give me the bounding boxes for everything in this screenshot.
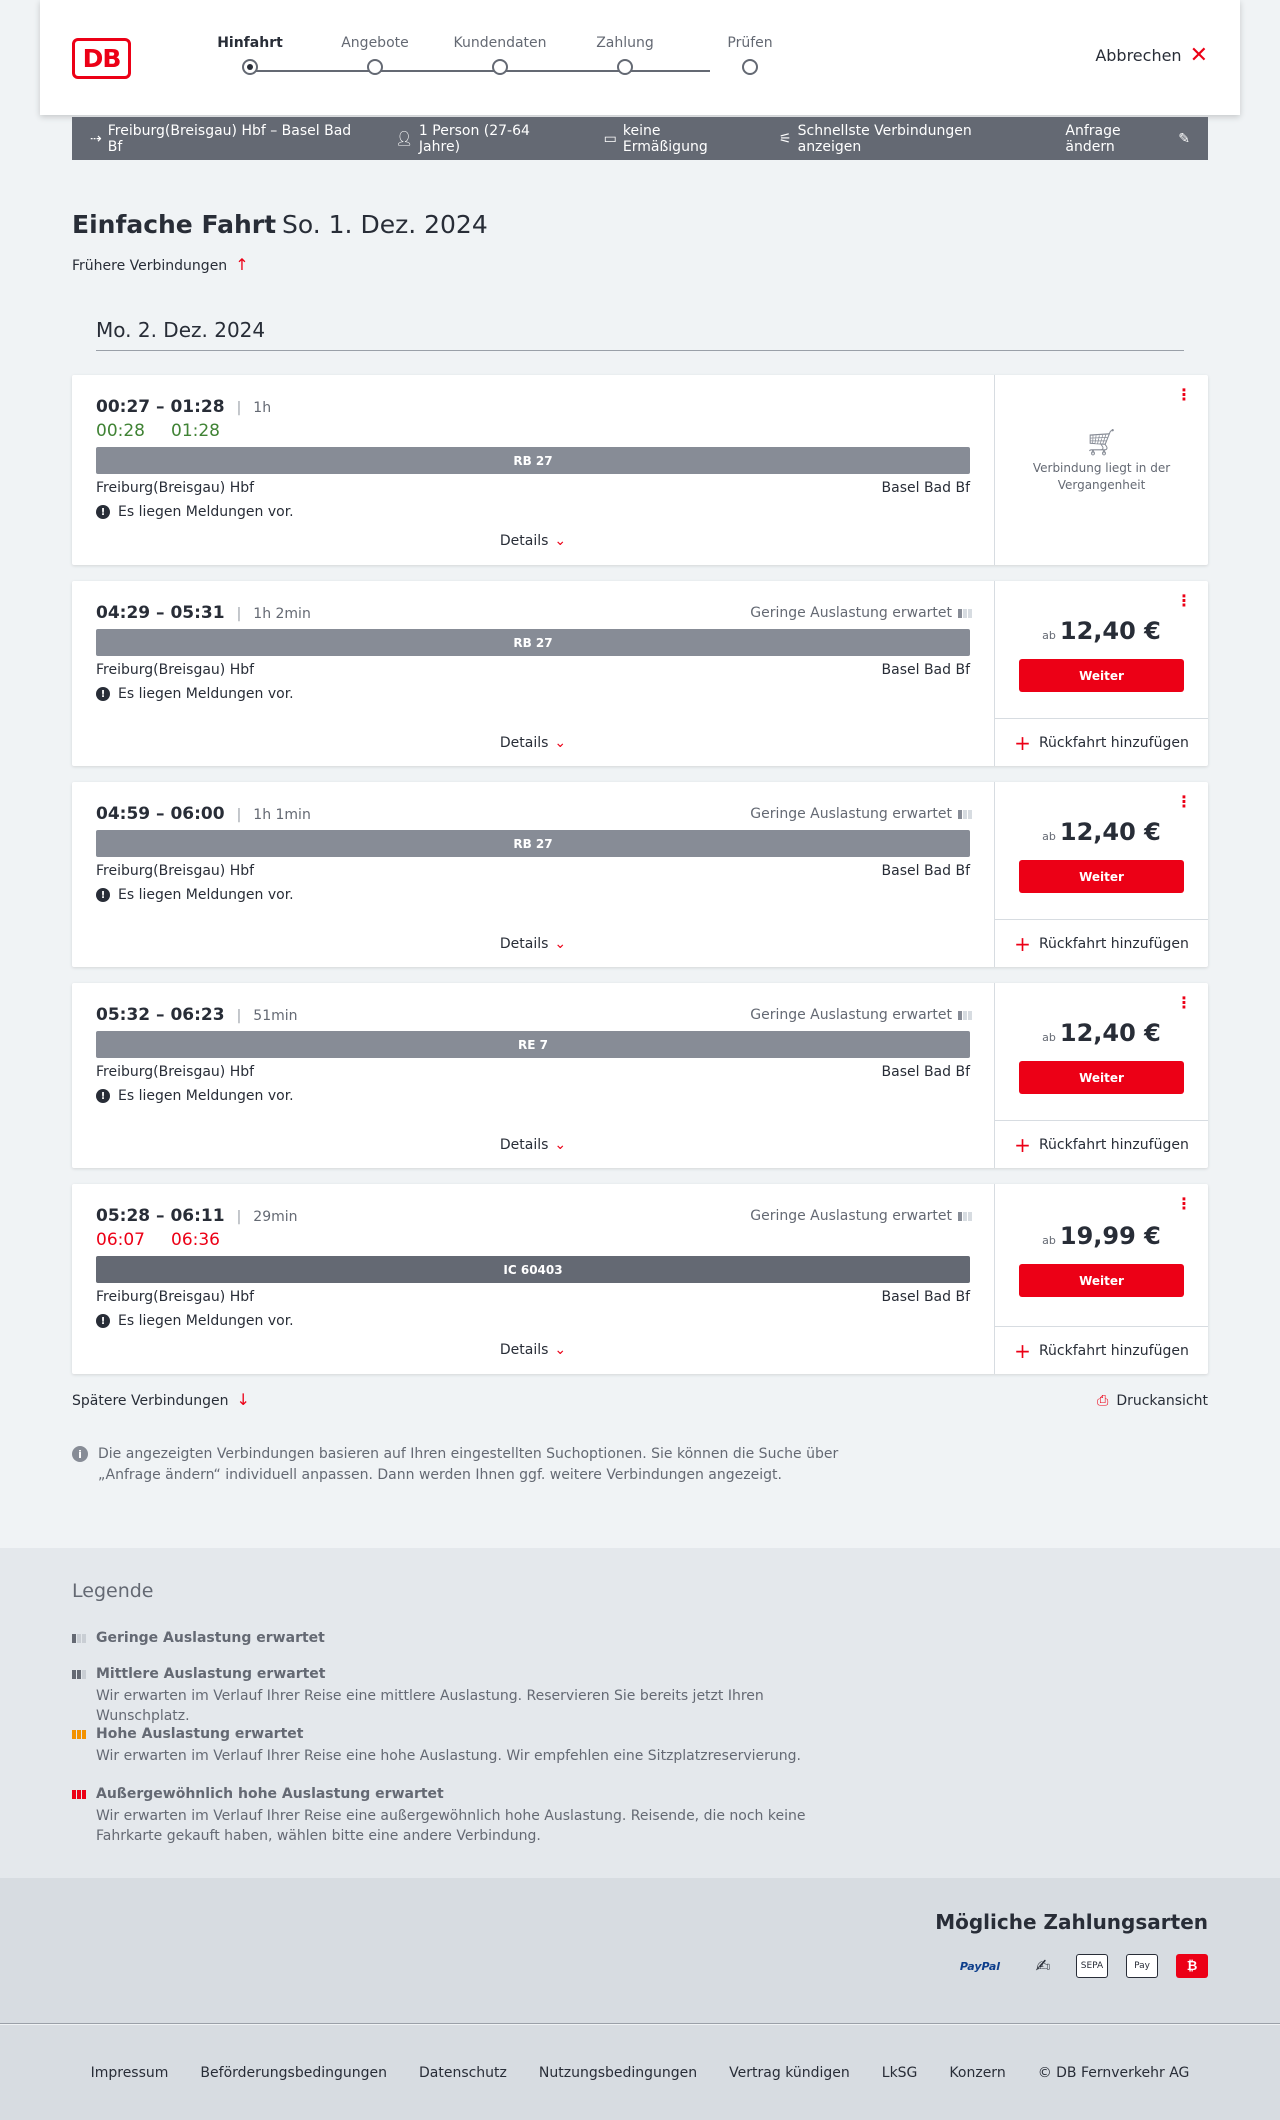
step-pruefen[interactable]: Prüfen bbox=[700, 35, 800, 75]
message-notice: ! Es liegen Meldungen vor. bbox=[96, 1313, 294, 1329]
continue-button[interactable]: Weiter bbox=[1019, 1061, 1184, 1094]
more-options-icon[interactable]: ⋮ bbox=[1176, 385, 1192, 404]
cart-disabled-icon: 🛒︎ bbox=[1084, 428, 1118, 458]
price: ab 12,40 € bbox=[1042, 1019, 1161, 1047]
realtime-times: 00:28 01:28 bbox=[96, 421, 220, 441]
connection-duration: 29min bbox=[253, 1209, 298, 1225]
earlier-connections-link[interactable]: Frühere Verbindungen ↑ bbox=[72, 255, 249, 274]
legend-section bbox=[0, 1548, 1280, 1878]
stations: Freiburg(Breisgau) Hbf Basel Bad Bf bbox=[96, 863, 970, 879]
chevron-down-icon: ⌄ bbox=[554, 936, 567, 952]
details-toggle[interactable]: Details ⌄ bbox=[499, 1137, 567, 1153]
search-info: i Die angezeigten Verbindungen basieren auf Ihren eingestellten Suchoptionen. Sie können die Suche über „Anfrage ändern“ individuell anpassen. Dann werden Ihnen ggf. weitere Verbindungen angezeigt. bbox=[72, 1444, 852, 1486]
load-low-icon bbox=[958, 1011, 972, 1020]
more-options-icon[interactable]: ⋮ bbox=[1176, 1194, 1192, 1213]
sepa-logo: SEPA bbox=[1076, 1954, 1108, 1978]
paypal-logo: PayPal bbox=[959, 1959, 1001, 1973]
legend-item: Mittlere Auslastung erwartet Wir erwarten im Verlauf Ihrer Reise eine mittlere Auslastung. Reservieren Sie bereits jetzt Ihren Wunschplatz. bbox=[72, 1666, 832, 1726]
progress-steps bbox=[210, 35, 773, 85]
credit-card-icon: ✍︎ bbox=[1035, 1955, 1051, 1977]
page-title: Einfache Fahrt So. 1. Dez. 2024 bbox=[72, 210, 488, 239]
price: ab 12,40 € bbox=[1042, 818, 1161, 846]
pencil-icon: ✎ bbox=[1178, 130, 1190, 147]
info-icon: i bbox=[72, 1446, 88, 1462]
load-indicator: Geringe Auslastung erwartet bbox=[750, 605, 972, 621]
connection-times: 04:59 – 06:00 bbox=[96, 804, 225, 824]
load-medium-icon bbox=[72, 1670, 88, 1679]
passenger-summary[interactable]: 👤︎ 1 Person (27-64 Jahre) bbox=[395, 122, 530, 155]
printer-icon: ⎙ bbox=[1097, 1393, 1109, 1409]
footer-link-konzern[interactable]: Konzern bbox=[949, 2065, 1006, 2081]
step-zahlung[interactable]: Zahlung bbox=[575, 35, 675, 75]
header bbox=[40, 0, 1240, 115]
chevron-down-icon: ⌄ bbox=[554, 735, 567, 751]
connection-duration: 51min bbox=[253, 1008, 298, 1024]
connection-card[interactable]: 05:32 – 06:23 | 51min Geringe Auslastung erwartet RE 7 Freiburg(Breisgau) Hbf Basel Bad Bf ! Es liegen Meldungen vor. Details ⌄ ⋮ ab 12,40 € Weiter + Rückfahrt hinzufügen bbox=[72, 983, 1208, 1168]
continue-button[interactable]: Weiter bbox=[1019, 1264, 1184, 1297]
add-return-button[interactable]: + Rückfahrt hinzufügen bbox=[995, 1326, 1208, 1374]
connection-duration: 1h 2min bbox=[253, 606, 311, 622]
footer-link-datenschutz[interactable]: Datenschutz bbox=[418, 2065, 507, 2081]
train-bar[interactable]: RE 7 bbox=[96, 1031, 970, 1058]
details-toggle[interactable]: Details ⌄ bbox=[499, 1342, 567, 1358]
message-notice: ! Es liegen Meldungen vor. bbox=[96, 887, 294, 903]
stations: Freiburg(Breisgau) Hbf Basel Bad Bf bbox=[96, 1064, 970, 1080]
connection-duration: 1h bbox=[253, 400, 272, 416]
connection-times: 05:32 – 06:23 bbox=[96, 1005, 225, 1025]
alert-icon: ! bbox=[96, 888, 110, 902]
connection-card[interactable]: 04:29 – 05:31 | 1h 2min Geringe Auslastung erwartet RB 27 Freiburg(Breisgau) Hbf Basel Bad Bf ! Es liegen Meldungen vor. Details ⌄ ⋮ ab 12,40 € Weiter + Rückfahrt hinzufügen bbox=[72, 581, 1208, 766]
add-return-button[interactable]: + Rückfahrt hinzufügen bbox=[995, 718, 1208, 766]
stations: Freiburg(Breisgau) Hbf Basel Bad Bf bbox=[96, 662, 970, 678]
footer-link-vertrag-kuendigen[interactable]: Vertrag kündigen bbox=[729, 2065, 850, 2081]
footer-link-nutzungsbedingungen[interactable]: Nutzungsbedingungen bbox=[538, 2065, 698, 2081]
realtime-times: 06:07 06:36 bbox=[96, 1230, 220, 1250]
chevron-down-icon: ⌄ bbox=[554, 1342, 567, 1358]
chevron-down-icon: ⌄ bbox=[554, 1137, 567, 1153]
footer-link-befoerderungsbedingungen[interactable]: Beförderungsbedingungen bbox=[200, 2065, 387, 2081]
connection-card[interactable]: 05:28 – 06:11 | 29min 06:07 06:36 Geringe Auslastung erwartet IC 60403 Freiburg(Breisgau) Hbf Basel Bad Bf ! Es liegen Meldungen vor. Details ⌄ ⋮ ab 19,99 € Weiter + Rückfahrt hinzufügen bbox=[72, 1184, 1208, 1374]
search-summary-bar bbox=[72, 117, 1208, 160]
message-notice: ! Es liegen Meldungen vor. bbox=[96, 686, 294, 702]
connection-times: 05:28 – 06:11 bbox=[96, 1206, 225, 1226]
more-options-icon[interactable]: ⋮ bbox=[1176, 591, 1192, 610]
alert-icon: ! bbox=[96, 687, 110, 701]
past-notice: 🛒︎ Verbindung liegt in der Vergangenheit bbox=[995, 435, 1208, 494]
load-extreme-icon bbox=[72, 1790, 88, 1799]
arrow-down-icon: ↓ bbox=[236, 1390, 250, 1409]
alert-icon: ! bbox=[96, 505, 110, 519]
add-return-button[interactable]: + Rückfahrt hinzufügen bbox=[995, 919, 1208, 967]
load-indicator: Geringe Auslastung erwartet bbox=[750, 1007, 972, 1023]
load-indicator: Geringe Auslastung erwartet bbox=[750, 1208, 972, 1224]
footer bbox=[0, 2025, 1280, 2120]
step-hinfahrt[interactable]: Hinfahrt bbox=[200, 35, 300, 75]
price: ab 19,99 € bbox=[1042, 1222, 1161, 1250]
option-summary[interactable]: ⚟ Schnellste Verbindungen anzeigen bbox=[779, 122, 972, 155]
route-summary[interactable]: ⇢ Freiburg(Breisgau) Hbf – Basel Bad Bf bbox=[90, 122, 352, 155]
step-dot bbox=[742, 59, 758, 75]
plus-icon: + bbox=[1014, 1338, 1031, 1363]
train-bar[interactable]: RB 27 bbox=[96, 447, 970, 474]
stations: Freiburg(Breisgau) Hbf Basel Bad Bf bbox=[96, 480, 970, 496]
close-icon: ✕ bbox=[1189, 42, 1208, 68]
continue-button[interactable]: Weiter bbox=[1019, 860, 1184, 893]
more-options-icon[interactable]: ⋮ bbox=[1176, 993, 1192, 1012]
arrow-up-icon: ↑ bbox=[235, 255, 249, 274]
connection-main: 00:27 – 01:28 | 1h 00:28 01:28 RB 27 Freiburg(Breisgau) Hbf Basel Bad Bf ! Es liegen Meldungen vor. Details ⌄ bbox=[72, 375, 994, 565]
step-dot bbox=[367, 59, 383, 75]
load-low-icon bbox=[958, 810, 972, 819]
train-bar[interactable]: RB 27 bbox=[96, 830, 970, 857]
footer-copyright: © DB Fernverkehr AG bbox=[1037, 2065, 1190, 2081]
payment-title: Mögliche Zahlungsarten bbox=[935, 1910, 1208, 1934]
step-dot bbox=[492, 59, 508, 75]
footer-link-lksg[interactable]: LkSG bbox=[881, 2065, 918, 2081]
connection-times: 04:29 – 05:31 bbox=[96, 603, 225, 623]
db-card-icon: ₿ bbox=[1176, 1954, 1208, 1978]
load-high-icon bbox=[72, 1730, 88, 1739]
continue-button[interactable]: Weiter bbox=[1019, 659, 1184, 692]
plus-icon: + bbox=[1014, 931, 1031, 956]
connection-card[interactable] bbox=[72, 375, 1208, 565]
connection-card[interactable]: 04:59 – 06:00 | 1h 1min Geringe Auslastung erwartet RB 27 Freiburg(Breisgau) Hbf Basel Bad Bf ! Es liegen Meldungen vor. Details ⌄ ⋮ ab 12,40 € Weiter + Rückfahrt hinzufügen bbox=[72, 782, 1208, 967]
step-kundendaten[interactable]: Kundendaten bbox=[450, 35, 550, 75]
step-dot bbox=[617, 59, 633, 75]
cancel-button[interactable]: Abbrechen ✕ bbox=[1095, 42, 1208, 68]
load-low-icon bbox=[958, 609, 972, 618]
stations: Freiburg(Breisgau) Hbf Basel Bad Bf bbox=[96, 1289, 970, 1305]
message-notice: ! Es liegen Meldungen vor. bbox=[96, 1088, 294, 1104]
more-options-icon[interactable]: ⋮ bbox=[1176, 792, 1192, 811]
step-dot bbox=[242, 59, 258, 75]
day-separator: Mo. 2. Dez. 2024 bbox=[96, 318, 1184, 351]
details-toggle[interactable]: Details ⌄ bbox=[499, 533, 567, 549]
load-low-icon bbox=[72, 1634, 88, 1643]
legend-title: Legende bbox=[72, 1580, 154, 1602]
print-view-link[interactable]: ⎙ Druckansicht bbox=[1097, 1393, 1208, 1409]
train-bar[interactable]: IC 60403 bbox=[96, 1256, 970, 1283]
add-return-button[interactable]: + Rückfahrt hinzufügen bbox=[995, 1120, 1208, 1168]
load-indicator: Geringe Auslastung erwartet bbox=[750, 806, 972, 822]
footer-link-impressum[interactable]: Impressum bbox=[90, 2065, 169, 2081]
db-logo[interactable]: DB bbox=[72, 38, 131, 79]
connection-times: 00:27 – 01:28 bbox=[96, 397, 225, 417]
alert-icon: ! bbox=[96, 1314, 110, 1328]
chevron-down-icon: ⌄ bbox=[554, 533, 567, 549]
details-toggle[interactable]: Details ⌄ bbox=[499, 936, 567, 952]
legend-item: Geringe Auslastung erwartet bbox=[72, 1630, 832, 1646]
message-notice: ! Es liegen Meldungen vor. bbox=[96, 504, 294, 520]
legend-item: Außergewöhnlich hohe Auslastung erwartet Wir erwarten im Verlauf Ihrer Reise eine außergewöhnlich hohe Auslastung. Reisende, die noch keine Fahrkarte gekauft haben, wählen bitte eine andere Verbindung. bbox=[72, 1786, 832, 1846]
plus-icon: + bbox=[1014, 730, 1031, 755]
connection-duration: 1h 1min bbox=[253, 807, 311, 823]
alert-icon: ! bbox=[96, 1089, 110, 1103]
change-request-button[interactable]: Anfrage ändern ✎ bbox=[1065, 122, 1190, 155]
legend-item: Hohe Auslastung erwartet Wir erwarten im Verlauf Ihrer Reise eine hohe Auslastung. Wir empfehlen eine Sitzplatzreservierung. bbox=[72, 1726, 832, 1766]
apple-pay-logo: Pay bbox=[1126, 1954, 1158, 1978]
connection-side bbox=[994, 375, 1208, 565]
step-angebote[interactable]: Angebote bbox=[325, 35, 425, 75]
payment-methods bbox=[0, 1878, 1280, 2024]
train-bar[interactable]: RB 27 bbox=[96, 629, 970, 656]
later-connections-link[interactable]: Spätere Verbindungen ↓ bbox=[72, 1390, 250, 1409]
plus-icon: + bbox=[1014, 1132, 1031, 1157]
discount-summary[interactable]: ▭ keine Ermäßigung bbox=[603, 122, 708, 155]
arrow-right-icon: ⇢ bbox=[90, 130, 102, 147]
card-icon: ▭ bbox=[603, 130, 617, 147]
details-toggle[interactable]: Details ⌄ bbox=[499, 735, 567, 751]
filter-icon: ⚟ bbox=[779, 130, 792, 147]
price: ab 12,40 € bbox=[1042, 617, 1161, 645]
person-icon: 👤︎ bbox=[395, 130, 413, 147]
load-low-icon bbox=[958, 1212, 972, 1221]
